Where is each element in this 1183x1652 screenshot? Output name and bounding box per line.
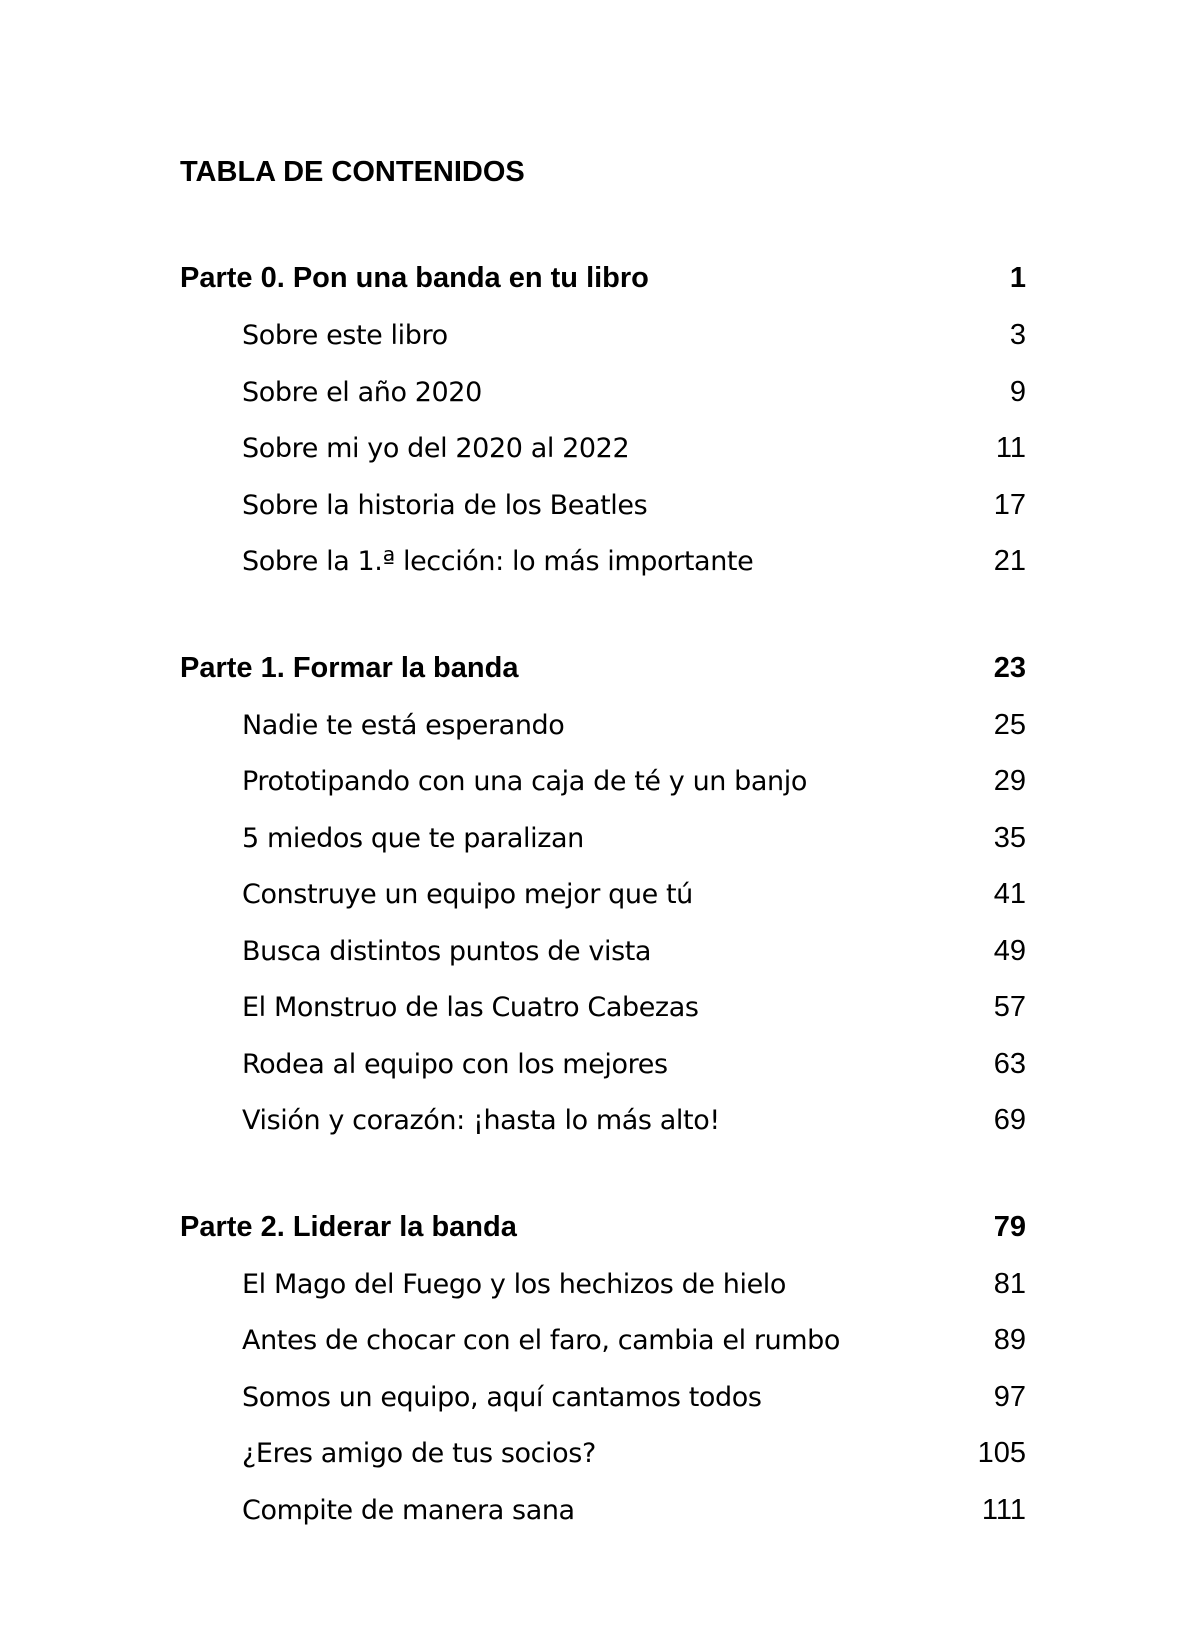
entry-title: El Mago del Fuego y los hechizos de hielo (242, 1268, 787, 1300)
toc-entry (180, 818, 1026, 875)
entry-title: El Monstruo de las Cuatro Cabezas (242, 992, 699, 1023)
toc-part-heading (180, 260, 1026, 296)
entry-title: Rodea al equipo con los mejores (242, 1048, 668, 1080)
entry-page-number: 89 (993, 1324, 1026, 1356)
entry-title: Prototipando con una caja de té y un banjo (242, 766, 807, 797)
entry-page-number: 81 (993, 1267, 1026, 1300)
toc-part-1 (180, 650, 1026, 1157)
toc-entry (180, 1320, 1026, 1377)
toc-entry (180, 485, 1026, 542)
entry-page-number: 105 (977, 1437, 1026, 1469)
entry-title: Visión y corazón: ¡hasta lo más alto! (242, 1105, 720, 1136)
entry-title: Construye un equipo mejor que tú (242, 879, 693, 910)
entry-title: Sobre el año 2020 (242, 376, 482, 408)
entry-title: 5 miedos que te paralizan (242, 822, 584, 854)
entry-title: Sobre este libro (242, 320, 448, 351)
part-page-number: 1 (1009, 262, 1026, 294)
entry-title: Sobre la historia de los Beatles (242, 489, 648, 521)
toc-part-0 (180, 260, 1026, 598)
toc-entry (180, 315, 1026, 372)
toc-entry (180, 874, 1026, 931)
entry-title: Nadie te está esperando (242, 709, 565, 741)
entry-page-number: 29 (993, 765, 1026, 797)
entry-title: Compite de manera sana (242, 1494, 575, 1526)
toc-entry (180, 1044, 1026, 1101)
toc-part-heading (180, 1209, 1026, 1245)
entry-title: ¿Eres amigo de tus socios? (242, 1438, 596, 1469)
entry-page-number: 69 (993, 1104, 1026, 1136)
entry-page-number: 35 (993, 821, 1026, 854)
part-page-number: 79 (993, 1210, 1026, 1243)
toc-entry (180, 372, 1026, 429)
toc-entry (180, 1490, 1026, 1547)
part-title: Parte 2. Liderar la banda (180, 1210, 517, 1243)
entry-title: Somos un equipo, aquí cantamos todos (242, 1381, 762, 1413)
part-page-number: 23 (993, 651, 1026, 684)
entry-page-number: 3 (1009, 319, 1026, 351)
part-title: Parte 0. Pon una banda en tu libro (180, 262, 649, 294)
part-title: Parte 1. Formar la banda (180, 651, 519, 684)
entry-page-number: 9 (1009, 375, 1026, 408)
entry-page-number: 17 (993, 488, 1026, 521)
entry-page-number: 97 (993, 1380, 1026, 1413)
entry-title: Busca distintos puntos de vista (242, 935, 652, 967)
toc-entry (180, 1433, 1026, 1490)
entry-page-number: 49 (993, 934, 1026, 967)
toc-entry (180, 761, 1026, 818)
entry-page-number: 63 (993, 1047, 1026, 1080)
toc-part-2 (180, 1209, 1026, 1547)
toc-entry (180, 1377, 1026, 1434)
entry-page-number: 41 (993, 878, 1026, 910)
entry-page-number: 111 (981, 1493, 1026, 1526)
toc-entry (180, 931, 1026, 988)
entry-title: Antes de chocar con el faro, cambia el rumbo (242, 1325, 841, 1356)
entry-page-number: 11 (995, 432, 1026, 464)
toc-entry (180, 428, 1026, 485)
table-of-contents (180, 260, 1026, 1598)
toc-entry (180, 705, 1026, 762)
toc-entry (180, 1100, 1026, 1157)
toc-part-heading (180, 650, 1026, 686)
toc-entry (180, 541, 1026, 598)
entry-page-number: 21 (993, 545, 1026, 577)
toc-entry (180, 987, 1026, 1044)
entry-title: Sobre mi yo del 2020 al 2022 (242, 433, 630, 464)
entry-title: Sobre la 1.ª lección: lo más importante (242, 546, 754, 577)
toc-entry (180, 1264, 1026, 1321)
entry-page-number: 57 (993, 991, 1026, 1023)
entry-page-number: 25 (993, 708, 1026, 741)
toc-heading: TABLA DE CONTENIDOS (180, 156, 525, 188)
